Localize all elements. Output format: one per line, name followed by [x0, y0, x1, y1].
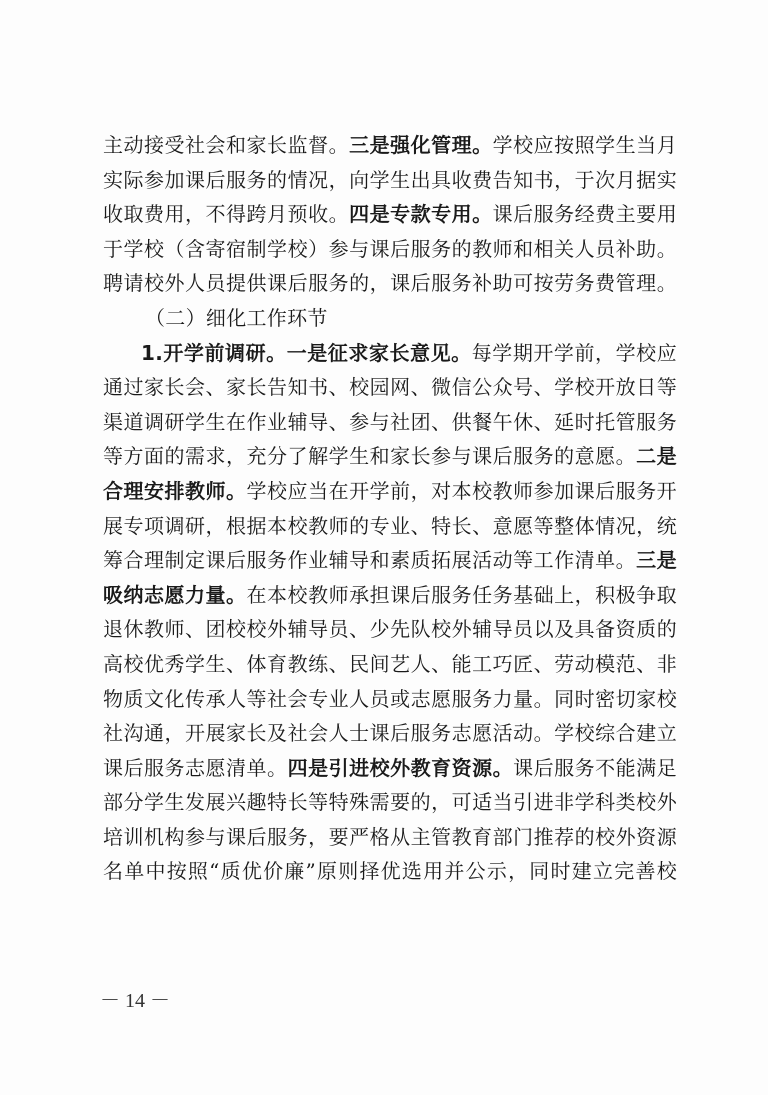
text-line [103, 232, 677, 267]
bold-text-run: 三是强化管理。 [349, 133, 493, 157]
bold-text-run: 三是 [636, 548, 677, 573]
text-run: 部分学生发展兴趣特长等特殊需要的，可适当引进非学科类校外 [103, 790, 677, 815]
text-run: 通过家长会、家长告知书、校园网、微信公众号、学校开放日等 [103, 375, 677, 400]
text-run: 收取费用，不得跨月预收。 [103, 202, 350, 227]
text-run: 培训机构参与课后服务，要严格从主管教育部门推荐的校外资源 [103, 824, 677, 849]
text-line [103, 854, 677, 889]
text-run: 退休教师、团校校外辅导员、少先队校外辅导员以及具备资质的 [103, 617, 677, 642]
text-run: 每学期开学前，学校应 [471, 340, 677, 365]
text-run: 学校应当在开学前，对本校教师参加课后服务开 [246, 478, 677, 503]
section-heading [103, 301, 677, 336]
text-line [103, 785, 677, 820]
text-line [103, 543, 677, 578]
text-run: 学校应按照学生当月 [492, 133, 677, 157]
bold-text-run: 合理安排教师。 [103, 478, 247, 503]
text-line [103, 682, 677, 717]
text-line [103, 820, 677, 855]
text-run: 等方面的需求，充分了解学生和家长参与课后服务的意愿。 [103, 444, 637, 469]
text-line [103, 163, 677, 198]
bold-text-run: 四是引进校外教育资源。 [287, 755, 514, 780]
text-line [103, 405, 677, 440]
bold-text-run: 1.开学前调研。一是征求家长意见。 [141, 340, 472, 365]
bold-text-run: 二是 [636, 444, 677, 469]
text-run: 课后服务经费主要用 [492, 202, 677, 227]
text-run: 社沟通，开展家长及社会人士课后服务志愿活动。学校综合建立 [103, 721, 677, 746]
text-line [103, 439, 677, 474]
text-line [103, 128, 677, 163]
page-number: － 14 － [100, 990, 170, 1012]
text-run: 在本校教师承担课后服务任务基础上，积极争取 [246, 582, 677, 607]
text-line [103, 509, 677, 544]
text-run: 实际参加课后服务的情况，向学生出具收费告知书，于次月据实 [103, 167, 677, 192]
text-line [103, 474, 677, 509]
bold-text-run: 四是专款专用。 [349, 202, 493, 227]
text-run: 名单中按照“质优价廉”原则择优选用并公示，同时建立完善校 [103, 859, 677, 884]
text-run: （二）细化工作环节 [145, 305, 328, 330]
text-run: 筹合理制定课后服务作业辅导和素质拓展活动等工作清单。 [103, 548, 637, 573]
text-run: 课后服务志愿清单。 [103, 755, 288, 780]
text-line [103, 578, 677, 613]
text-line [103, 647, 677, 682]
text-line [103, 370, 677, 405]
text-line [103, 612, 677, 647]
text-line [103, 716, 677, 751]
text-line [103, 197, 677, 232]
text-run: 物质文化传承人等社会专业人员或志愿服务力量。同时密切家校 [103, 686, 677, 711]
body-text [103, 128, 677, 889]
text-run: 于学校（含寄宿制学校）参与课后服务的教师和相关人员补助。 [103, 236, 677, 261]
text-line [103, 266, 677, 301]
text-run: 主动接受社会和家长监督。 [103, 133, 350, 157]
text-run: 展专项调研，根据本校教师的专业、特长、意愿等整体情况，统 [103, 513, 677, 538]
text-line [103, 751, 677, 786]
text-run: 渠道调研学生在作业辅导、参与社团、供餐午休、延时托管服务 [103, 409, 677, 434]
bold-text-run: 吸纳志愿力量。 [103, 582, 247, 607]
subsection-heading-line [103, 336, 677, 371]
text-run: 聘请校外人员提供课后服务的，课后服务补助可按劳务费管理。 [103, 271, 677, 296]
text-run: 高校优秀学生、体育教练、民间艺人、能工巧匠、劳动模范、非 [103, 651, 677, 676]
text-run: 课后服务不能满足 [513, 755, 677, 780]
